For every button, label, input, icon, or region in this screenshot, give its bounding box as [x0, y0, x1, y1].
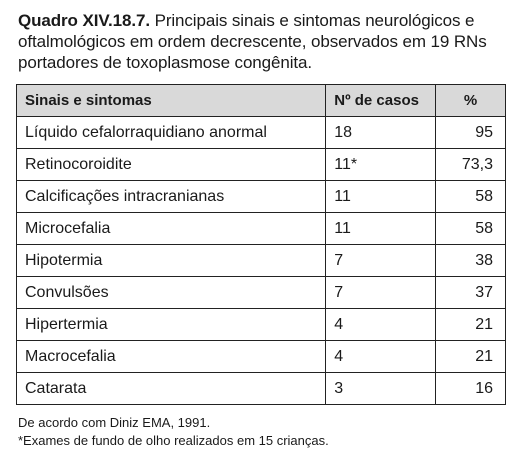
header-signs: Sinais e sintomas: [17, 85, 326, 117]
cell-cases: 7: [326, 277, 436, 309]
table-row: [17, 149, 506, 181]
cell-percent: 73,3: [436, 149, 506, 181]
cell-percent: 37: [436, 277, 506, 309]
cell-percent: 58: [436, 181, 506, 213]
table-header-row: [17, 85, 506, 117]
cell-sign: Calcificações intracranianas: [17, 181, 326, 213]
cell-cases: 4: [326, 309, 436, 341]
cell-percent: 38: [436, 245, 506, 277]
cell-cases: 4: [326, 341, 436, 373]
cell-cases: 7: [326, 245, 436, 277]
cell-cases: 3: [326, 373, 436, 405]
cell-sign: Hipertermia: [17, 309, 326, 341]
table-row: [17, 117, 506, 149]
caption-label: Quadro XIV.18.7.: [18, 11, 150, 30]
cell-cases: 11: [326, 181, 436, 213]
footnote-asterisk: *Exames de fundo de olho realizados em 15 crianças.: [18, 433, 329, 448]
cell-percent: 58: [436, 213, 506, 245]
table-row: [17, 277, 506, 309]
header-cases: Nº de casos: [326, 85, 436, 117]
table-caption: [18, 10, 508, 73]
cell-cases: 11*: [326, 149, 436, 181]
cell-percent: 95: [436, 117, 506, 149]
cell-percent: 21: [436, 341, 506, 373]
footnotes: [18, 414, 329, 450]
table-row: [17, 373, 506, 405]
cell-sign: Macrocefalia: [17, 341, 326, 373]
table-row: [17, 341, 506, 373]
cell-sign: Microcefalia: [17, 213, 326, 245]
table-row: [17, 309, 506, 341]
table-row: [17, 213, 506, 245]
cell-sign: Convulsões: [17, 277, 326, 309]
footnote-source: De acordo com Diniz EMA, 1991.: [18, 415, 211, 430]
cell-sign: Hipotermia: [17, 245, 326, 277]
table-row: [17, 181, 506, 213]
symptoms-table: [16, 84, 506, 405]
cell-sign: Líquido cefalorraquidiano anormal: [17, 117, 326, 149]
cell-cases: 18: [326, 117, 436, 149]
cell-cases: 11: [326, 213, 436, 245]
cell-sign: Catarata: [17, 373, 326, 405]
cell-percent: 21: [436, 309, 506, 341]
table-row: [17, 245, 506, 277]
header-percent: %: [436, 85, 506, 117]
cell-percent: 16: [436, 373, 506, 405]
caption-text: Principais sinais e sintomas neurológicos e oftalmológicos em ordem decrescente, observados em 19 RNs portadores de toxoplasmose congênita.: [18, 11, 487, 72]
cell-sign: Retinocoroidite: [17, 149, 326, 181]
